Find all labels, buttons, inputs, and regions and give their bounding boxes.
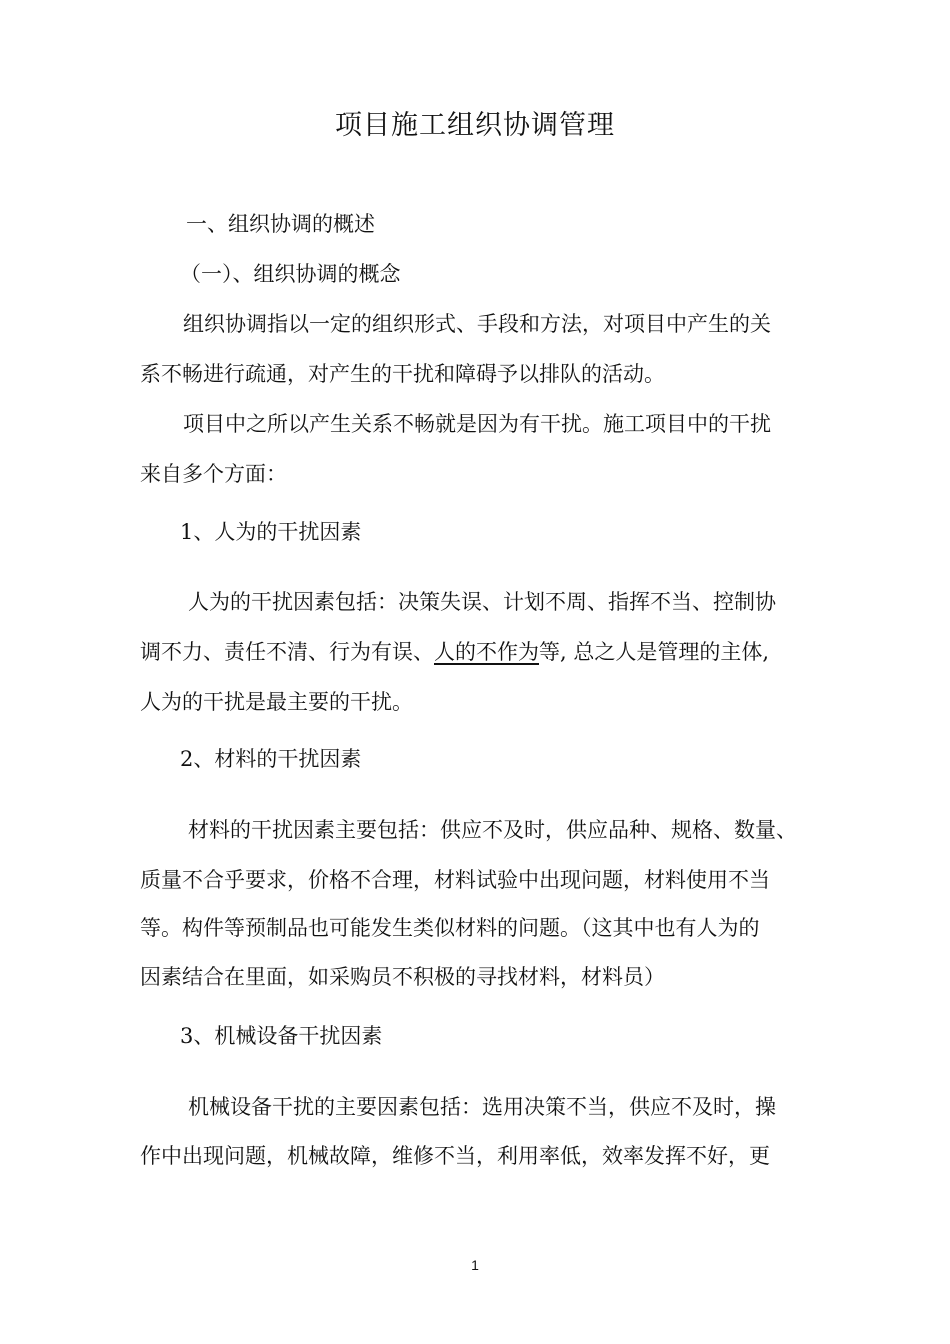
paragraph-line: 来自多个方面： bbox=[140, 462, 287, 486]
item-heading: 3、机械设备干扰因素 bbox=[180, 1024, 383, 1048]
item-heading: 2、材料的干扰因素 bbox=[180, 747, 362, 771]
paragraph-line: 质量不合乎要求，价格不合理，材料试验中出现问题，材料使用不当 bbox=[140, 868, 770, 892]
paragraph-line: 等。构件等预制品也可能发生类似材料的问题。（这其中也有人为的 bbox=[140, 916, 760, 940]
subsection-heading: （一）、组织协调的概念 bbox=[180, 262, 401, 286]
paragraph-line: 材料的干扰因素主要包括：供应不及时，供应品种、规格、数量、 bbox=[188, 818, 797, 842]
text-run: 调不力、责任不清、行为有误、 bbox=[140, 640, 434, 664]
paragraph-line: 机械设备干扰的主要因素包括：选用决策不当，供应不及时，操 bbox=[188, 1095, 776, 1119]
paragraph-line: 因素结合在里面，如采购员不积极的寻找材料，材料员） bbox=[140, 965, 665, 989]
section-heading: 一、组织协调的概述 bbox=[186, 212, 375, 236]
document-title: 项目施工组织协调管理 bbox=[335, 110, 615, 141]
paragraph-line: 人为的干扰是最主要的干扰。 bbox=[140, 690, 413, 714]
paragraph-line: 系不畅进行疏通，对产生的干扰和障碍予以排队的活动。 bbox=[140, 362, 665, 386]
paragraph-line: 项目中之所以产生关系不畅就是因为有干扰。施工项目中的干扰 bbox=[183, 412, 771, 436]
paragraph-line: 组织协调指以一定的组织形式、手段和方法，对项目中产生的关 bbox=[183, 312, 771, 336]
paragraph-line: 人为的干扰因素包括：决策失误、计划不周、指挥不当、控制协 bbox=[188, 590, 776, 614]
paragraph-line bbox=[140, 637, 769, 667]
text-run: 等, 总之人是管理的主体, bbox=[539, 640, 770, 664]
item-heading: 1、人为的干扰因素 bbox=[180, 520, 362, 544]
page-number: 1 bbox=[471, 1257, 479, 1273]
underlined-text: 人的不作为 bbox=[434, 640, 539, 664]
paragraph-line: 作中出现问题，机械故障，维修不当，利用率低，效率发挥不好，更 bbox=[140, 1144, 770, 1168]
